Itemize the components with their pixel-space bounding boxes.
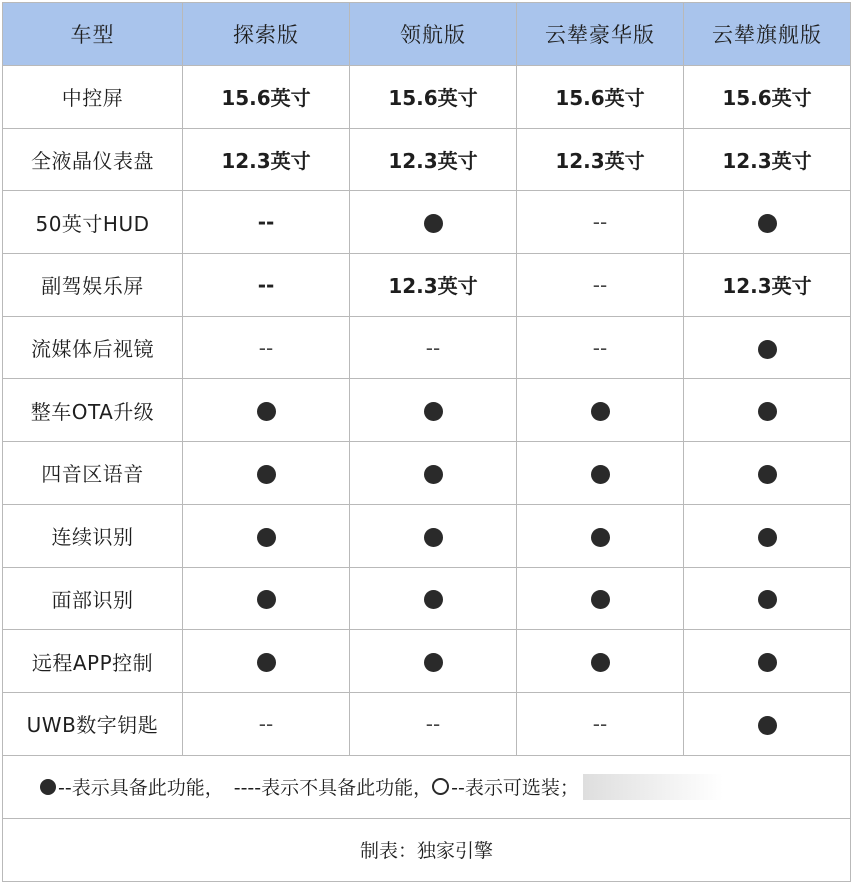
- not-available-mark: --: [258, 711, 274, 736]
- feature-value: 15.6英寸: [555, 86, 645, 111]
- feature-cell: [183, 128, 350, 191]
- feature-label: 整车OTA升级: [3, 379, 183, 442]
- not-available-mark: --: [592, 272, 608, 297]
- legend-text-1: --表示具备此功能，: [58, 777, 224, 800]
- header-trim-1: 探索版: [183, 3, 350, 66]
- feature-cell: [183, 504, 350, 567]
- filled-dot-icon: [257, 590, 276, 609]
- feature-value: 12.3英寸: [722, 149, 812, 174]
- legend-text-3: --表示可选装；: [451, 777, 579, 800]
- feature-cell: [350, 630, 517, 693]
- not-available-mark: --: [592, 335, 608, 360]
- filled-dot-icon: [591, 465, 610, 484]
- filled-dot-icon: [758, 653, 777, 672]
- filled-dot-icon: [424, 528, 443, 547]
- feature-cell: [517, 66, 684, 129]
- feature-value: 15.6英寸: [388, 86, 478, 111]
- table-row: [3, 630, 851, 693]
- feature-label: 连续识别: [3, 504, 183, 567]
- filled-dot-icon: [591, 590, 610, 609]
- not-available-mark: --: [257, 272, 275, 297]
- feature-cell: [183, 379, 350, 442]
- feature-value: 15.6英寸: [221, 86, 311, 111]
- feature-cell: [183, 316, 350, 379]
- filled-dot-icon: [424, 465, 443, 484]
- feature-cell: [183, 692, 350, 755]
- table-row: [3, 316, 851, 379]
- feature-label: 四音区语音: [3, 442, 183, 505]
- table-row: [3, 254, 851, 317]
- feature-cell: [183, 66, 350, 129]
- feature-value: 12.3英寸: [221, 149, 311, 174]
- legend-cell: [3, 755, 851, 818]
- feature-cell: [517, 630, 684, 693]
- not-available-mark: --: [425, 335, 441, 360]
- filled-dot-icon: [257, 465, 276, 484]
- feature-value: 12.3英寸: [388, 274, 478, 299]
- feature-cell: [517, 254, 684, 317]
- feature-cell: [684, 504, 851, 567]
- not-available-mark: --: [592, 210, 608, 235]
- filled-dot-icon: [424, 402, 443, 421]
- table-row: [3, 128, 851, 191]
- feature-value: 15.6英寸: [722, 86, 812, 111]
- not-available-mark: --: [258, 335, 274, 360]
- table-row: [3, 567, 851, 630]
- feature-cell: [350, 128, 517, 191]
- feature-cell: [183, 254, 350, 317]
- blurred-overlay: [583, 774, 723, 800]
- spec-comparison-table: [2, 2, 851, 882]
- header-row: [3, 3, 851, 66]
- not-available-mark: --: [257, 210, 275, 235]
- credit-cell: 制表：独家引擎: [3, 818, 851, 881]
- feature-cell: [517, 442, 684, 505]
- table-row: [3, 442, 851, 505]
- feature-cell: [350, 191, 517, 254]
- feature-cell: [684, 66, 851, 129]
- feature-cell: [517, 692, 684, 755]
- filled-dot-icon: [758, 716, 777, 735]
- feature-cell: [350, 66, 517, 129]
- filled-dot-icon: [758, 402, 777, 421]
- table-row: [3, 66, 851, 129]
- filled-dot-icon: [758, 465, 777, 484]
- feature-cell: [350, 379, 517, 442]
- feature-cell: [684, 379, 851, 442]
- feature-cell: [517, 379, 684, 442]
- filled-dot-icon: [758, 528, 777, 547]
- filled-dot-icon: [257, 402, 276, 421]
- filled-dot-icon: [424, 214, 443, 233]
- feature-cell: [684, 567, 851, 630]
- feature-label: 面部识别: [3, 567, 183, 630]
- feature-cell: [517, 128, 684, 191]
- header-trim-2: 领航版: [350, 3, 517, 66]
- feature-cell: [517, 316, 684, 379]
- not-available-mark: --: [425, 711, 441, 736]
- feature-cell: [183, 442, 350, 505]
- header-model-label: 车型: [3, 3, 183, 66]
- filled-dot-icon: [758, 214, 777, 233]
- feature-cell: [350, 254, 517, 317]
- table-row: [3, 692, 851, 755]
- header-trim-4: 云辇旗舰版: [684, 3, 851, 66]
- feature-cell: [350, 504, 517, 567]
- feature-cell: [350, 316, 517, 379]
- legend-row: [3, 755, 851, 818]
- table-row: [3, 504, 851, 567]
- feature-cell: [517, 191, 684, 254]
- feature-cell: [183, 191, 350, 254]
- feature-label: 远程APP控制: [3, 630, 183, 693]
- feature-cell: [350, 692, 517, 755]
- hollow-circle-icon: [432, 778, 449, 795]
- feature-cell: [183, 630, 350, 693]
- feature-cell: [350, 442, 517, 505]
- feature-label: 中控屏: [3, 66, 183, 129]
- filled-dot-icon: [257, 653, 276, 672]
- feature-label: 全液晶仪表盘: [3, 128, 183, 191]
- table-row: [3, 379, 851, 442]
- feature-label: UWB数字钥匙: [3, 692, 183, 755]
- feature-cell: [183, 567, 350, 630]
- table-row: [3, 191, 851, 254]
- feature-cell: [517, 567, 684, 630]
- header-trim-3: 云辇豪华版: [517, 3, 684, 66]
- feature-value: 12.3英寸: [555, 149, 645, 174]
- filled-dot-icon: [591, 402, 610, 421]
- filled-dot-icon: [758, 590, 777, 609]
- feature-cell: [684, 692, 851, 755]
- filled-dot-icon: [40, 779, 56, 795]
- filled-dot-icon: [591, 528, 610, 547]
- credit-row: [3, 818, 851, 881]
- not-available-mark: --: [592, 711, 608, 736]
- feature-cell: [684, 128, 851, 191]
- filled-dot-icon: [424, 590, 443, 609]
- filled-dot-icon: [424, 653, 443, 672]
- feature-value: 12.3英寸: [388, 149, 478, 174]
- filled-dot-icon: [758, 340, 777, 359]
- feature-label: 副驾娱乐屏: [3, 254, 183, 317]
- feature-cell: [684, 316, 851, 379]
- feature-cell: [684, 254, 851, 317]
- filled-dot-icon: [591, 653, 610, 672]
- feature-cell: [684, 442, 851, 505]
- filled-dot-icon: [257, 528, 276, 547]
- table-body: [3, 66, 851, 756]
- feature-value: 12.3英寸: [722, 274, 812, 299]
- feature-label: 流媒体后视镜: [3, 316, 183, 379]
- feature-label: 50英寸HUD: [3, 191, 183, 254]
- feature-cell: [684, 630, 851, 693]
- legend-text-2: ----表示不具备此功能，: [233, 777, 433, 800]
- feature-cell: [517, 504, 684, 567]
- feature-cell: [684, 191, 851, 254]
- feature-cell: [350, 567, 517, 630]
